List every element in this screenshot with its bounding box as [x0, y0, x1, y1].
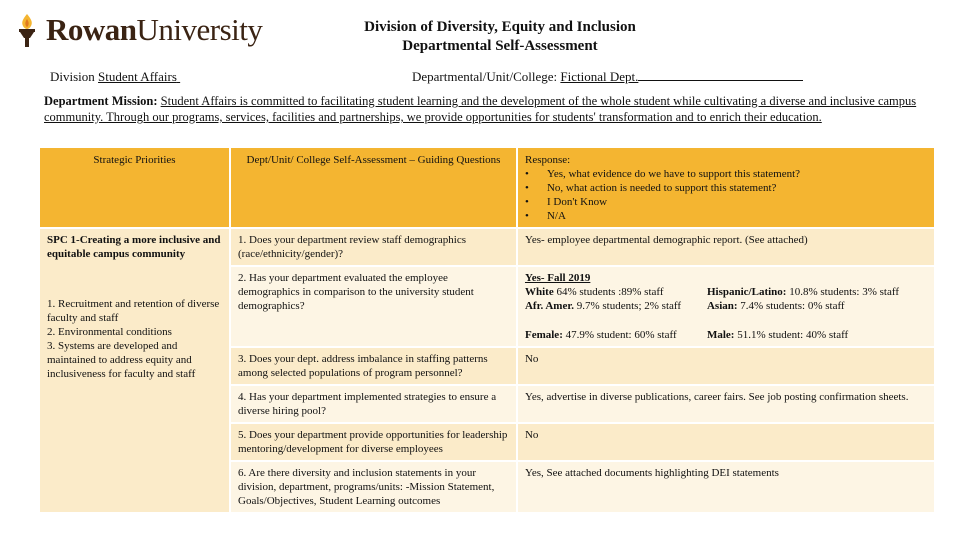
priority-item: 1. Recruitment and retention of diverse faculty and staff — [47, 298, 220, 324]
response-option: • No, what action is needed to support this statement? — [524, 182, 777, 194]
department-blank-line — [638, 69, 803, 81]
question-cell: 1. Does your department review staff demographics (race/ethnicity/gender)? — [230, 228, 517, 266]
response-option: • Yes, what evidence do we have to support this statement? — [524, 168, 801, 180]
response-title: Response: — [524, 154, 571, 166]
strategic-priority-list — [47, 297, 222, 381]
title-line-1: Division of Diversity, Equity and Inclusion — [364, 19, 636, 35]
strategic-priority-cell — [39, 228, 230, 513]
department-mission — [44, 93, 936, 125]
demographic-item: Asian: 7.4% students: 0% staff — [706, 300, 845, 312]
priority-item: 3. Systems are developed and maintained to address equity and inclusiveness for faculty and staff — [47, 340, 196, 380]
response-cell: Yes, See attached documents highlighting DEI statements — [517, 461, 935, 513]
logo-text-bold: Rowan — [46, 12, 137, 47]
title-line-2: Departmental Self-Assessment — [402, 38, 598, 54]
header-guiding-questions: Dept/Unit/ College Self-Assessment – Guiding Questions — [230, 147, 517, 228]
division-value: Student Affairs — [98, 69, 177, 84]
table-header-row — [39, 147, 935, 228]
self-assessment-table — [38, 146, 936, 514]
response-cell: No — [517, 347, 935, 385]
department-field — [412, 69, 803, 85]
response-cell: No — [517, 423, 935, 461]
response-cell: Yes- employee departmental demographic report. (See attached) — [517, 228, 935, 266]
table-row — [39, 228, 935, 266]
question-cell: 2. Has your department evaluated the employee demographics in comparison to the university student demographics? — [230, 266, 517, 347]
demographic-item: Male: 51.1% student: 40% staff — [706, 329, 849, 341]
response-option: • N/A — [524, 210, 566, 222]
department-value: Fictional Dept. — [560, 69, 639, 84]
rowan-logo — [12, 12, 262, 48]
response-options — [525, 167, 927, 223]
question-cell: 4. Has your department implemented strategies to ensure a diverse hiring pool? — [230, 385, 517, 423]
demographic-item: White 64% students :89% staff — [524, 286, 664, 298]
question-cell: 6. Are there diversity and inclusion statements in your division, department, programs/units: -Mission Statement, Goals/Objectives, Student Learning outcomes — [230, 461, 517, 513]
mission-label: Department Mission: — [44, 94, 158, 108]
demographic-item: Hispanic/Latino: 10.8% students: 3% staff — [706, 286, 899, 298]
strategic-priority-heading: SPC 1-Creating a more inclusive and equitable campus community — [47, 234, 221, 260]
page-title — [300, 18, 700, 56]
division-field — [50, 69, 180, 85]
response-option: • I Don't Know — [524, 196, 608, 208]
response-heading: Yes- Fall 2019 — [524, 272, 591, 284]
department-label: Departmental/Unit/College: — [412, 69, 558, 84]
demographic-item: Female: 47.9% student: 60% staff — [524, 329, 677, 341]
header-response — [517, 147, 935, 228]
header-strategic-priorities: Strategic Priorities — [39, 147, 230, 228]
response-cell — [517, 266, 935, 347]
response-cell: Yes, advertise in diverse publications, career fairs. See job posting confirmation sheets. — [517, 385, 935, 423]
question-cell: 3. Does your dept. address imbalance in staffing patterns among selected populations of program personnel? — [230, 347, 517, 385]
demographic-item: Afr. Amer. 9.7% students; 2% staff — [524, 300, 682, 312]
division-label: Division — [50, 69, 95, 84]
torch-icon — [12, 12, 42, 48]
priority-item: 2. Environmental conditions — [47, 326, 172, 338]
demographics-grid — [525, 285, 927, 342]
mission-text: Student Affairs is committed to facilitating student learning and the development of the whole student while cultivating a diverse and inclusive campus community. Through our programs, services, facilities and partnerships, we provide opportunities for students' transformation and to enrich their education. — [44, 94, 917, 124]
question-cell: 5. Does your department provide opportunities for leadership mentoring/development for diverse employees — [230, 423, 517, 461]
logo-text-normal: University — [136, 12, 263, 47]
